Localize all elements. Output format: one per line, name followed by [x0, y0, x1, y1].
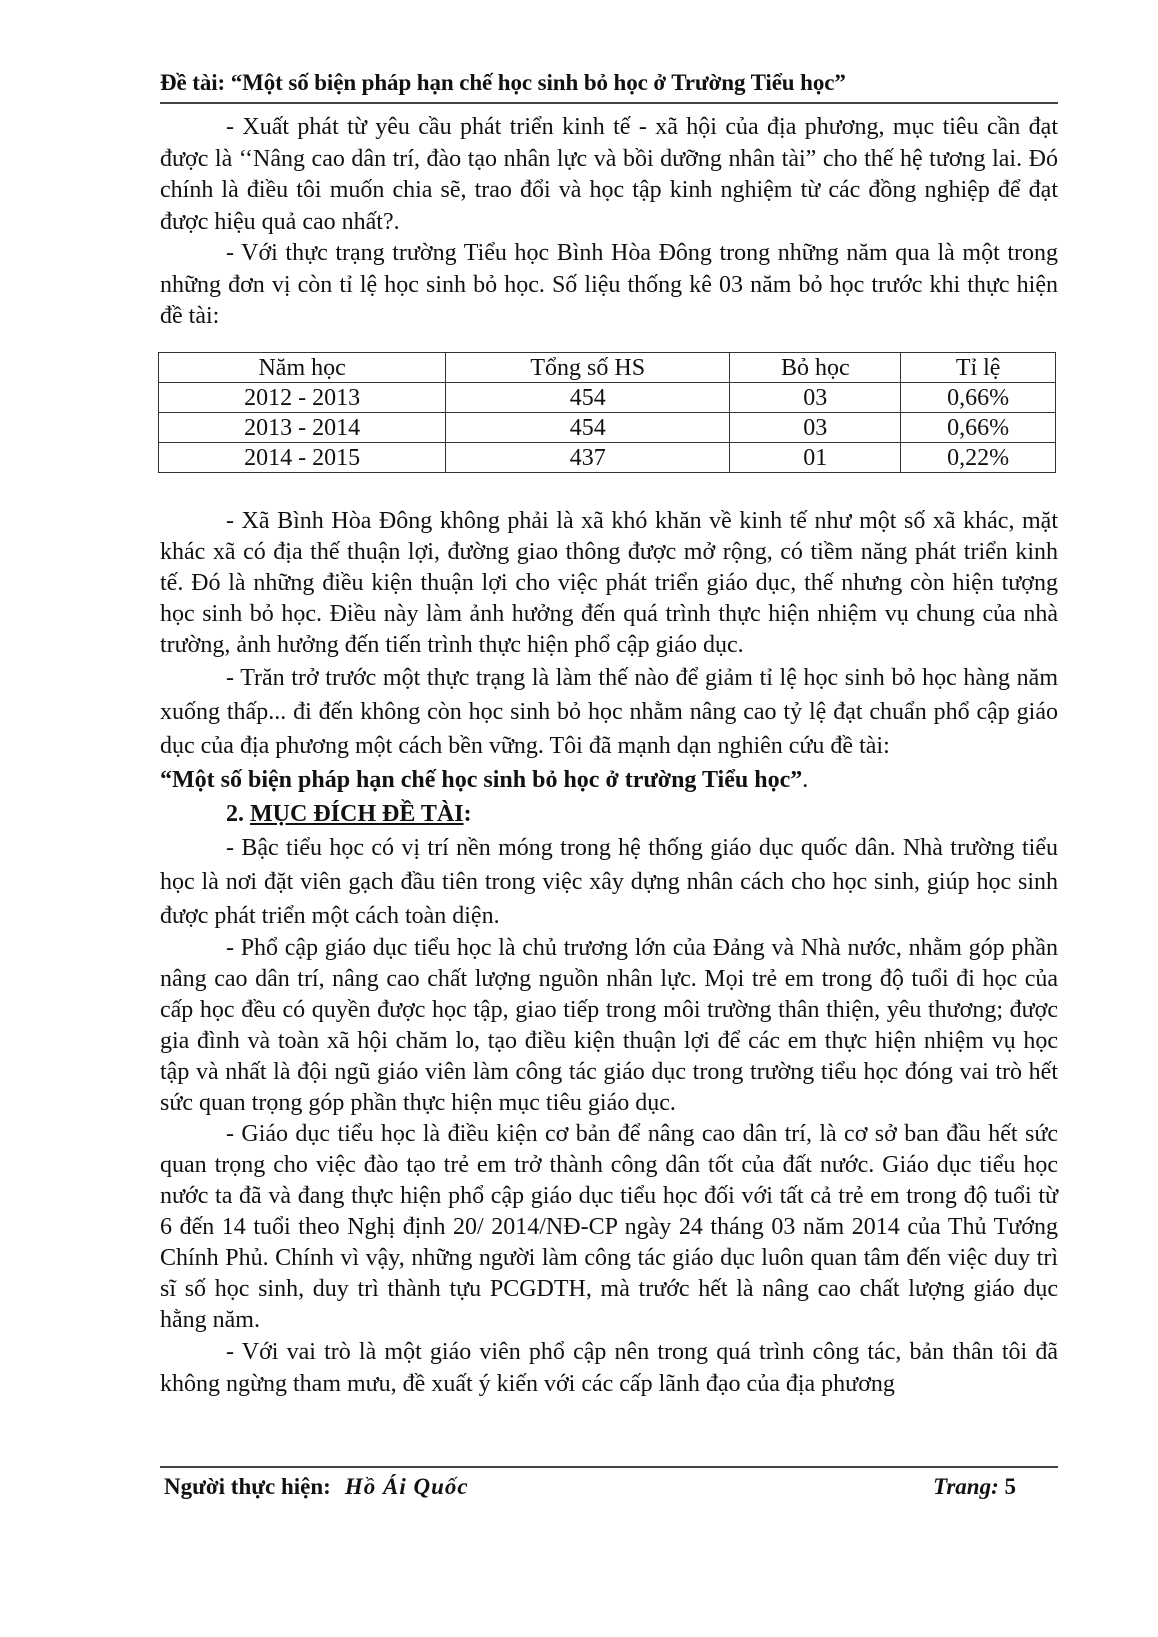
- table-cell: 2013 - 2014: [159, 413, 446, 443]
- column-header: Năm học: [159, 353, 446, 383]
- main-section: [160, 506, 1058, 1400]
- page-number: 5: [1004, 1474, 1016, 1499]
- table-cell: 2014 - 2015: [159, 443, 446, 473]
- table-header-row: [159, 353, 1056, 383]
- dropout-statistics-table: [158, 352, 1056, 473]
- table-cell: 2012 - 2013: [159, 383, 446, 413]
- document-title: Đề tài: “Một số biện pháp hạn chế học sinh bỏ học ở Trường Tiểu học”: [160, 70, 846, 95]
- table-cell: 03: [730, 383, 901, 413]
- table-cell: 03: [730, 413, 901, 443]
- page-footer: [160, 1466, 1058, 1508]
- table-cell: 01: [730, 443, 901, 473]
- topic-period: .: [802, 767, 809, 793]
- author-label: Người thực hiện:: [164, 1474, 331, 1499]
- paragraph: - Với thực trạng trường Tiểu học Bình Hòa Đông trong những năm qua là một trong những đơn vị còn tỉ lệ học sinh bỏ học. Số liệu thống kê 03 năm bỏ học trước khi thực hiện đề tài:: [160, 240, 1058, 329]
- section-heading: [160, 797, 1058, 831]
- section-number: 2.: [226, 801, 250, 827]
- table-row: [159, 413, 1056, 443]
- paragraph: - Xuất phát từ yêu cầu phát triển kinh tế - xã hội của địa phương, mục tiêu cần đạt được là ‘‘Nâng cao dân trí, đào tạo nhân lực và bồi dưỡng nhân tài” cho thế hệ tương lai. Đó chính là điều tôi muốn chia sẽ, trao đổi và học tập kinh nghiệm từ các đồng nghiệp để đạt được hiệu quả cao nhất?.: [160, 114, 1058, 235]
- paragraph: - Trăn trở trước một thực trạng là làm thế nào để giảm tỉ lệ học sinh bỏ học hàng năm xuống thấp... đi đến không còn học sinh bỏ học nhằm nâng cao tỷ lệ đạt chuẩn phổ cập giáo dục của địa phương một cách bền vững. Tôi đã mạnh dạn nghiên cứu đề tài:: [160, 665, 1058, 759]
- page-header: [160, 66, 1058, 104]
- paragraph: - Giáo dục tiểu học là điều kiện cơ bản để nâng cao dân trí, là cơ sở ban đầu hết sức quan trọng cho việc đào tạo trẻ em trở thành công dân tốt của đất nước. Giáo dục tiểu học nước ta đã và đang thực hiện phổ cập giáo dục tiểu học đối với tất cả trẻ em trong độ tuổi từ 6 đến 14 tuổi theo Nghị định 20/ 2014/NĐ-CP ngày 24 tháng 03 năm 2014 của Thủ Tướng Chính Phủ. Chính vì vậy, những người làm công tác giáo dục luôn quan tâm đến việc duy trì sĩ số học sinh, duy trì thành tựu PCGDTH, mà trước hết là nâng cao chất lượng giáo dục hằng năm.: [160, 1121, 1058, 1333]
- table-cell: 0,66%: [901, 413, 1056, 443]
- paragraph: - Phổ cập giáo dục tiểu học là chủ trương lớn của Đảng và Nhà nước, nhằm góp phần nâng cao dân trí, nâng cao chất lượng nguồn nhân lực. Mọi trẻ em trong độ tuổi đi học của cấp học đều có quyền được học tập, giao tiếp trong môi trường thân thiện, yêu thương; được gia đình và toàn xã hội chăm lo, tạo điều kiện thuận lợi để các em thực hiện nhiệm vụ học tập và nhất là đội ngũ giáo viên làm công tác giáo dục trong trường tiểu học đóng vai trò hết sức quan trọng góp phần thực hiện mục tiêu giáo dục.: [160, 935, 1058, 1116]
- table-cell: 437: [446, 443, 730, 473]
- table-cell: 454: [446, 413, 730, 443]
- intro-section: [160, 112, 1058, 333]
- table-cell: 454: [446, 383, 730, 413]
- section-title: MỤC ĐÍCH ĐỀ TÀI: [250, 801, 464, 827]
- author-name: Hồ Ái Quốc: [344, 1474, 469, 1499]
- table-cell: 0,22%: [901, 443, 1056, 473]
- page-number-info: [933, 1474, 1016, 1500]
- table-cell: 0,66%: [901, 383, 1056, 413]
- topic-line: [160, 763, 1058, 797]
- topic-title: “Một số biện pháp hạn chế học sinh bỏ học ở trường Tiểu học”: [160, 767, 803, 793]
- table-row: [159, 383, 1056, 413]
- author-info: [164, 1474, 469, 1500]
- table-row: [159, 443, 1056, 473]
- paragraph: - Bậc tiểu học có vị trí nền móng trong hệ thống giáo dục quốc dân. Nhà trường tiểu học là nơi đặt viên gạch đầu tiên trong việc xây dựng nhân cách cho học sinh, giúp học sinh được phát triển một cách toàn diện.: [160, 835, 1058, 929]
- column-header: Tỉ lệ: [901, 353, 1056, 383]
- column-header: Bỏ học: [730, 353, 901, 383]
- column-header: Tổng số HS: [446, 353, 730, 383]
- paragraph: - Xã Bình Hòa Đông không phải là xã khó khăn về kinh tế như một số xã khác, mặt khác xã có địa thế thuận lợi, đường giao thông được mở rộng, có tiềm năng phát triển kinh tế. Đó là những điều kiện thuận lợi cho việc phát triển giáo dục, thế nhưng còn hiện tượng học sinh bỏ học. Điều này làm ảnh hưởng đến quá trình thực hiện nhiệm vụ chung của nhà trường, ảnh hưởng đến tiến trình thực hiện phổ cập giáo dục.: [160, 508, 1058, 658]
- page-label: Trang:: [933, 1474, 999, 1499]
- section-colon: :: [463, 801, 472, 827]
- paragraph: - Với vai trò là một giáo viên phổ cập nên trong quá trình công tác, bản thân tôi đã không ngừng tham mưu, đề xuất ý kiến với các cấp lãnh đạo của địa phương: [160, 1339, 1058, 1397]
